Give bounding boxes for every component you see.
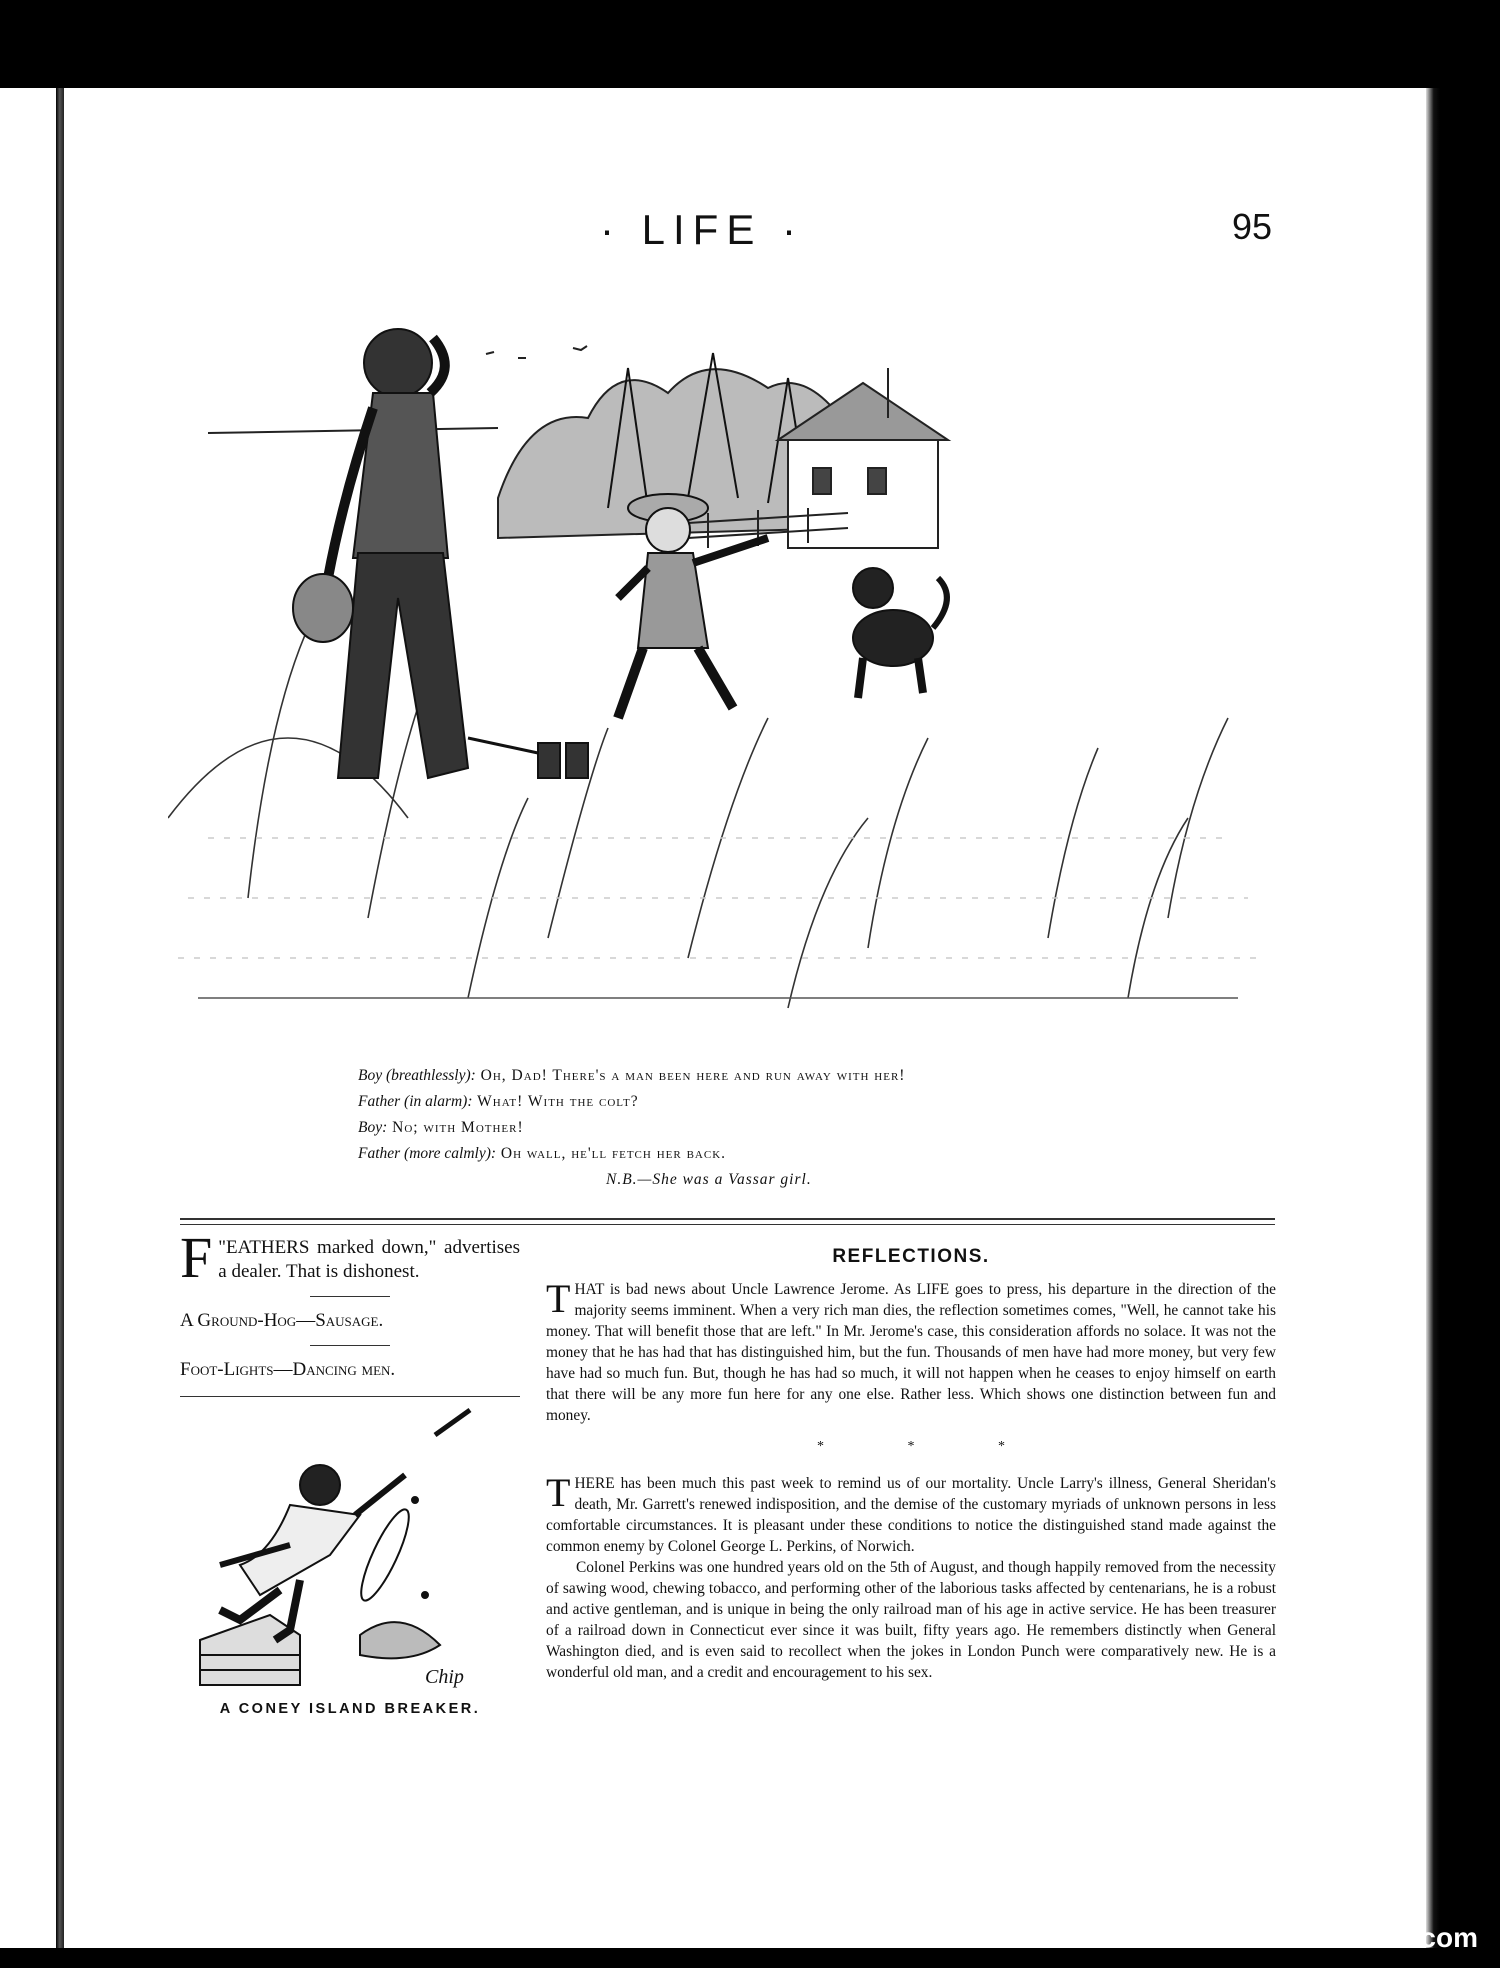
open-quote: " [218, 1237, 227, 1258]
site-watermark: comicbooks.com [1249, 1922, 1478, 1953]
dialogue-speaker: Boy (breathlessly): [358, 1067, 476, 1084]
masthead-title: · LIFE · [600, 206, 805, 253]
dialogue-speaker: Boy: [358, 1119, 388, 1136]
drop-cap: T [546, 1276, 571, 1321]
section-separator: * * * [817, 1439, 1005, 1454]
dialogue-speaker: Father (more calmly): [358, 1145, 497, 1162]
page-number: 95 [1232, 206, 1273, 247]
dialogue-text: What! With the colt? [477, 1093, 639, 1110]
dog-figure [853, 568, 947, 698]
feathers-paragraph [180, 1225, 520, 1290]
field-illustration [168, 298, 1268, 1018]
section-title: REFLECTIONS. [832, 1246, 990, 1267]
dialogue-line [358, 1115, 905, 1141]
section-divider [180, 1218, 1275, 1225]
feathers-text: EATHERS marked down," advertises a dealer. That is dishonest. [218, 1237, 520, 1282]
paragraph-text: HAT is bad news about Uncle Lawrence Jerome. As LIFE goes to press, his departure in the direction of the majority seems imminent. When a very rich man dies, the reflection sometimes comes, "Well, he cannot take his money. That will benefit those that are left." In Mr. Jerome's case, this consideration affords no solace. It was not the money that he has had that has distinguished him, but the fun. Thousands of men have had more money, but very few have had so much fun. But, though he has had so much, it will not happen when he ceases to enjoy himself on earth that there will be any more fun here for any one else. Rather less. Which shows one distinction between fun and money. [546, 1281, 1276, 1424]
caption-dialogue [358, 1063, 905, 1193]
dialogue-line [358, 1089, 905, 1115]
joke-ground-hog: A Ground-Hog—Sausage. [180, 1310, 384, 1331]
drop-cap: F [180, 1225, 213, 1290]
reflections-column [546, 1246, 1276, 1683]
paragraph-text: HERE has been much this past week to remind us of our mortality. Uncle Larry's illness, General Sheridan's death, Mr. Garrett's renewed indisposition, and the demise of the customary myriads of unknown persons in less comfortable circumstances. It is pleasant under these conditions to notice the distinguished stand made against the common enemy by Colonel George L. Perkins, of Norwich. [546, 1475, 1276, 1555]
coney-island-cartoon [180, 1405, 520, 1695]
magazine-page [0, 88, 1440, 1948]
joke-foot-lights: Foot-Lights—Dancing men. [180, 1359, 396, 1380]
dialogue-speaker: Father (in alarm): [358, 1093, 473, 1110]
birds [486, 346, 587, 358]
column-rule [180, 1396, 520, 1397]
dialogue-note: N.B.—She was a Vassar girl. [606, 1171, 812, 1188]
divider-rule [310, 1345, 390, 1346]
dialogue-line [358, 1063, 905, 1089]
dialogue-line [358, 1141, 905, 1167]
dialogue-text: No; with Mother! [392, 1119, 524, 1136]
father-figure [293, 329, 468, 778]
reflections-paragraph [546, 1470, 1276, 1557]
page-edge [1426, 88, 1440, 1948]
divider-rule [310, 1296, 390, 1297]
reflections-paragraph: Colonel Perkins was one hundred years old on the 5th of August, and though happily removed from the necessity of sawing wood, chewing tobacco, and performing other of the laborious tasks affected by centenarians, he is a robust and active gentleman, and is unique in being the only railroad man of his age in active service. He has been treasurer of a railroad down in Connecticut ever since it was built, fifty years ago. He remembers distinctly when General Washington died, and is even said to recollect when the jokes in London Punch were comparatively new. He is a wonderful old man, and a credit and encouragement to his sex. [546, 1559, 1276, 1681]
cartoon-signature: Chip [425, 1666, 464, 1688]
tall-grass [168, 628, 1258, 1008]
dialogue-text: Oh wall, he'll fetch her back. [500, 1145, 727, 1162]
reflections-paragraph [546, 1276, 1276, 1426]
cartoon-caption: A CONEY ISLAND BREAKER. [219, 1701, 481, 1717]
boots [468, 738, 588, 778]
drop-cap: T [546, 1470, 571, 1515]
left-column [180, 1225, 520, 1721]
dialogue-text: Oh, Dad! There's a man been here and run away with her! [480, 1067, 906, 1084]
binding-gutter [56, 88, 64, 1948]
